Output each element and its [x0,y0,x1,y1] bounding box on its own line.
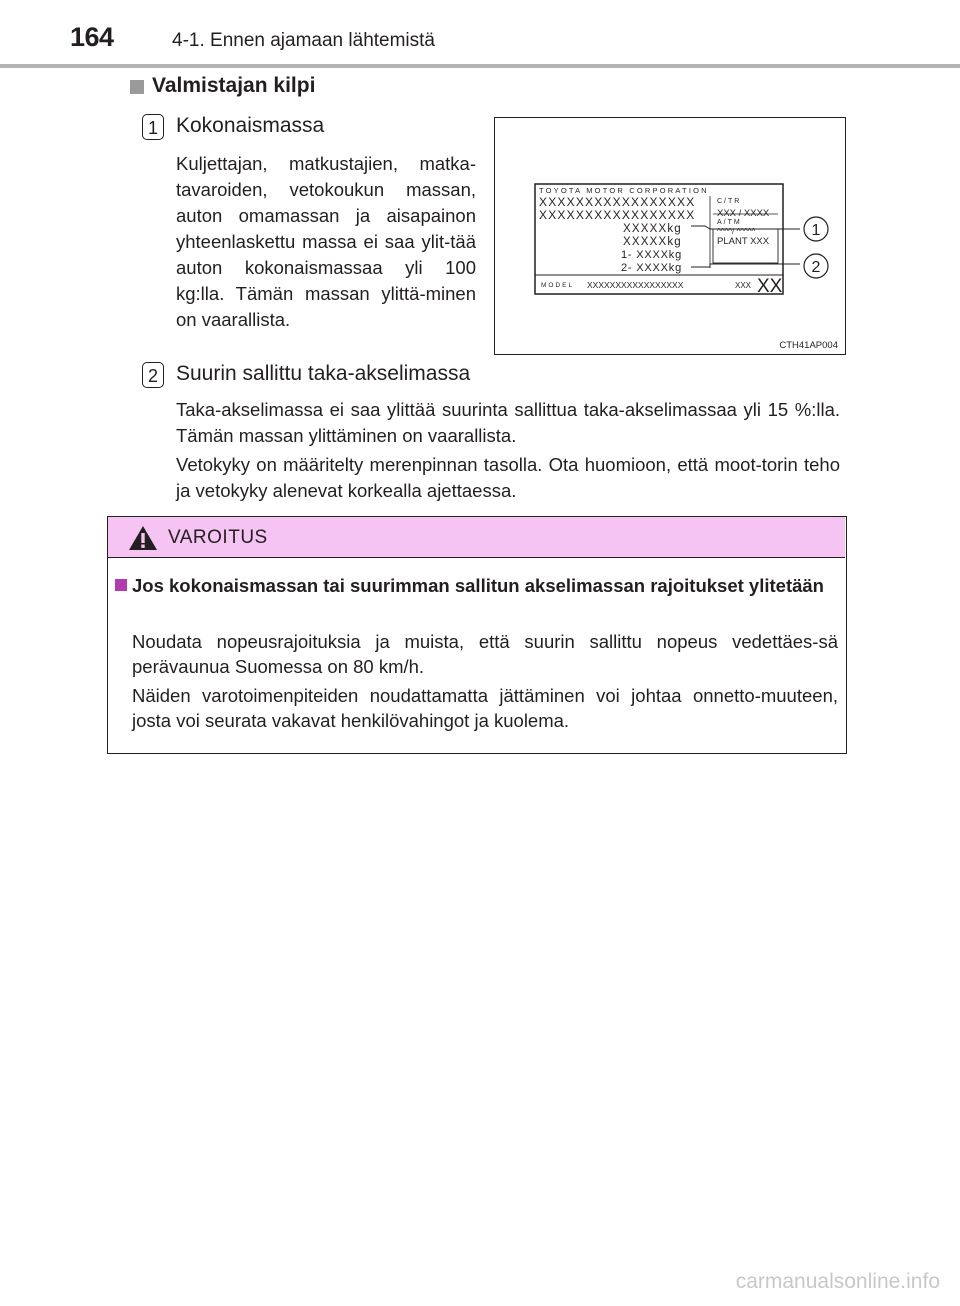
item-text-2a: Taka-akselimassa ei saa ylittää suurinta sallittua taka-akselimassaa yli 15 %:lla. Tämän massan ylittäminen on vaarallista. [176,399,840,446]
callout-2: 2 [811,259,821,276]
plate-kg2: XXXXXkg [623,236,682,248]
plate-ctr-value: XXX / XXXX [717,208,770,219]
plate-atm-label: A/TM [717,219,742,226]
plate-plant: PLANT XXX [717,236,770,247]
item-title-2: Suurin sallittu taka-akselimassa [176,362,471,385]
manufacturer-plate-illustration [495,118,844,353]
warning-box [107,516,847,754]
footer-watermark: carmanualsonline.info [735,1270,940,1293]
warning-bullet-icon [115,579,127,591]
plate-axle2: 2- XXXXkg [621,262,683,274]
plate-ctr-label: C/TR [717,198,742,205]
warning-header [108,517,845,558]
item-number-1: 1 [142,114,164,140]
plate-row1: XXXXXXXXXXXXXXXXX [539,195,696,209]
warning-title: Jos kokonaismassan tai suurimman sallitun akselimassan rajoitukset ylitetään [132,575,824,596]
plate-model-label: MODEL [541,282,575,289]
plate-maker: TOYOTA MOTOR CORPORATION [539,186,709,195]
item-title-1: Kokonaismassa [176,114,325,137]
plate-xx: XX [757,276,783,297]
warning-triangle-icon [128,525,158,551]
section-title: Valmistajan kilpi [152,74,316,97]
item-text-1: Kuljettajan, matkustajien, matka-tavaroiden, vetokoukun massan, auton omamassan ja aisapainon yhteenlaskettu massa ei saa ylit-tää auton kokonaismassaa yli 100 kg:lla. Tämän massan ylittä-minen on vaarallista. [176,153,476,330]
plate-atm-value: ^^^^/ ^^^^^ [717,227,756,236]
chapter-title: 4-1. Ennen ajamaan lähtemistä [172,30,435,51]
header-divider [0,64,960,68]
item-number-2: 2 [142,362,164,388]
plate-axle1: 1- XXXXkg [621,249,683,261]
warning-label: VAROITUS [168,527,268,548]
plate-model-value: XXXXXXXXXXXXXXXXX [587,280,684,290]
plate-xxx: XXX [735,281,752,290]
callout-1: 1 [811,222,821,239]
plate-kg1: XXXXXkg [623,223,682,235]
section-bullet-icon [130,80,144,94]
figure-code: CTH41AP004 [779,340,838,351]
item-text-2b: Vetokyky on määritelty merenpinnan tasolla. Ota huomioon, että moot-torin teho ja vetokyky alenevat korkealla ajettaessa. [176,454,840,501]
warning-text-2: Näiden varotoimenpiteiden noudattamatta jättäminen voi johtaa onnetto-muuteen, josta voi seurata vakavat henkilövahingot ja kuolema. [132,685,838,731]
warning-text-1: Noudata nopeusrajoituksia ja muista, että suurin sallittu nopeus vedettäes-sä perävaunua Suomessa on 80 km/h. [132,631,838,677]
page-number: 164 [70,22,114,52]
manufacturer-plate-figure [494,117,846,355]
plate-row2: XXXXXXXXXXXXXXXXX [539,208,696,222]
